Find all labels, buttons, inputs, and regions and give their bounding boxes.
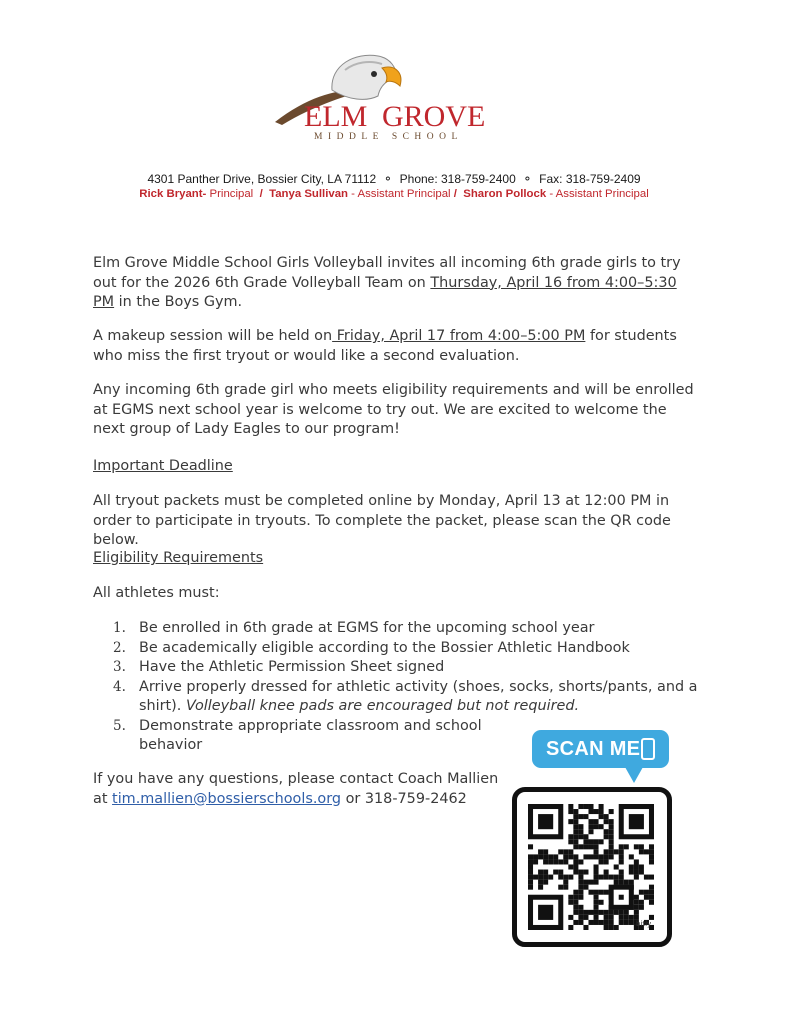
school-fax: Fax: 318-759-2409 (539, 172, 641, 186)
school-logo (270, 50, 520, 142)
list-item: 1. Be enrolled in 6th grade at EGMS for the upcoming school year (113, 620, 595, 636)
school-address: 4301 Panther Drive, Bossier City, LA 71112 (147, 172, 377, 186)
deadline-text: All tryout packets must be completed online by Monday, April 13 at 12:00 PM in order to participate in tryouts. To complete the packet, please scan the QR code below. (93, 493, 671, 548)
intro-paragraph-2: A makeup session will be held on Friday, April 17 from 4:00–5:00 PM for students who miss the first tryout or would like a second evaluation. (93, 328, 677, 364)
svg-text:ELM: ELM (304, 100, 368, 133)
knee-pads-note: Volleyball knee pads are encouraged but not required. (185, 698, 580, 714)
list-item: 4. Arrive properly dressed for athletic activity (shoes, socks, shorts/pants, and a shirt). Volleyball knee pads are encouraged but not required. (113, 678, 698, 714)
separator-icon: ⚬ (382, 172, 393, 186)
staff-role: - Assistant Principal (351, 188, 451, 200)
staff-name: Sharon Pollock (463, 188, 547, 200)
deadline-heading: Important Deadline (93, 458, 233, 474)
school-contact-line (0, 172, 788, 186)
list-item: 2. Be academically eligible according to the Bossier Athletic Handbook (113, 639, 630, 656)
staff-name: Tanya Sullivan (269, 188, 348, 200)
coach-email-link[interactable]: tim.mallien@bossierschools.org (112, 790, 341, 807)
qr-code[interactable] (528, 804, 654, 930)
eagle-logo-graphic (270, 50, 520, 142)
scan-me-pointer (625, 767, 643, 783)
school-phone: Phone: 318-759-2400 (399, 172, 516, 186)
contact-paragraph: If you have any questions, please contact Coach Mallien at tim.mallien@bossierschools.org or 318-759-2462 (93, 771, 499, 807)
staff-divider: / (259, 188, 263, 200)
staff-role: - Assistant Principal (549, 188, 649, 200)
makeup-date: Friday, April 17 from 4:00–5:00 PM (332, 328, 586, 344)
intro-paragraph-1: Elm Grove Middle School Girls Volleyball invites all incoming 6th grade girls to try out for the 2026 6th Grade Volleyball Team on Thursday, April 16 from 4:00–5:30 PM in the Boys Gym. (93, 255, 681, 310)
svg-text:MIDDLE SCHOOL: MIDDLE SCHOOL (314, 132, 463, 142)
eligibility-heading: Eligibility Requirements (93, 550, 264, 566)
staff-line (0, 188, 788, 200)
svg-text:GROVE: GROVE (382, 100, 486, 133)
phone-icon (641, 738, 655, 760)
scan-me-label: SCAN ME (546, 738, 641, 760)
staff-divider: / (453, 188, 457, 200)
eligibility-lead: All athletes must: (93, 585, 220, 601)
separator-icon: ⚬ (522, 172, 533, 186)
list-item: 3. Have the Athletic Permission Sheet signed (113, 659, 445, 675)
staff-role: Principal (209, 188, 254, 200)
qr-brand-label: bitly (636, 920, 652, 928)
intro-paragraph-3: Any incoming 6th grade girl who meets eligibility requirements and will be enrolled at EGMS next school year is welcome to try out. We are excited to welcome the next group of Lady Eagles to our program! (93, 382, 694, 437)
staff-name: Rick Bryant- (139, 188, 207, 200)
tryout-date: Thursday, April 16 from 4:00–5:30 PM (93, 274, 677, 310)
list-item: 5. Demonstrate appropriate classroom and school behavior (113, 717, 482, 753)
